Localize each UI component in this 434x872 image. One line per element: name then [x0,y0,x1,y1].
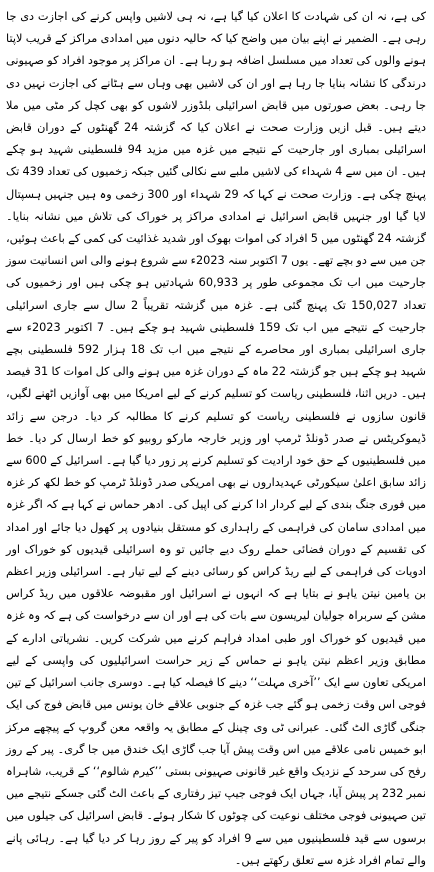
article-body-text: کی ہے، نہ ان کی شہادت کا اعلان کیا گیا ہے، نہ ہی لاشیں واپس کرنے کی اجازت دی جا رہی ہے۔ الضمیر نے اپنے بیان میں واضح کیا کہ حالیہ دنوں میں امدادی مراکز کے قریب لاپتا ہونے والوں کی تعداد میں مسلسل اضافہ ہو رہا ہے۔ ان مراکز پر موجود افراد کو صہیونی درندگی کا نشانہ بنایا جا رہا ہے اور ان کی لاشیں بھی وہاں سے ہٹانے کی اجازت نہیں دی جا رہی۔ بعض صورتوں میں قابض اسرائیلی بلڈوزر لاشوں کو بھی کچل کر مٹی میں ملا دیتے ہیں۔ قبل ازیں وزارت صحت نے اعلان کیا کہ گزشتہ 24 گھنٹوں کے دوران قابض اسرائیلی بمباری اور جارحیت کے نتیجے میں غزہ میں مزید 94 فلسطینی شہید ہو چکے ہیں۔ ان میں سے 4 شہداء کی لاشیں ملبے سے نکالی گئیں جبکہ زخمیوں کی تعداد 439 تک پہنچ چکی ہے۔ وزارت صحت نے کہا کہ 29 شہداء اور 300 زخمی وہ ہیں جنہیں ہسپتال لایا گیا اور جنہیں قابض اسرائیل نے امدادی مراکز پر خوراک کی تلاش میں نشانہ بنایا۔ گزشتہ 24 گھنٹوں میں 5 افراد کی اموات بھوک اور شدید غذائیت کی کمی کے باعث ہوئیں، جن میں سے دو بچے تھے۔ یوں 7 اکتوبر سنہ 2023ء سے شروع ہونے والی اس انسانیت سوز جارحیت میں اب تک مجموعی طور پر 60,933 شہادتیں ہو چکی ہیں اور زخمیوں کی تعداد 150,027 تک پہنچ گئی ہے۔ غزہ میں گزشتہ تقریباً 2 سال سے جاری اسرائیلی جارحیت کے نتیجے میں اب تک 159 فلسطینی شہید ہو چکے ہیں۔ 7 اکتوبر 2023ء سے جاری اسرائیلی بمباری اور محاصرے کے نتیجے میں اب تک 18 ہزار 592 فلسطینی بچے شہید ہو چکے ہیں جو گزشتہ 22 ماہ کے دوران غزہ میں ہونے والی کل اموات کا 31 فیصد ہیں۔ دریں اثنا، فلسطینی ریاست کو تسلیم کرنے کے لیے امریکا میں بھی آوازیں اٹھنے لگیں، قانون سازوں نے فلسطینی ریاست کو تسلیم کرنے کا مطالبہ کر دیا۔ درجن سے زائد ڈیموکریٹس نے صدر ڈونلڈ ٹرمپ اور وزیر خارجہ مارکو روبیو کو خط ارسال کر دیا۔ خط میں فلسطینیوں کے حق خود ارادیت کو تسلیم کرنے پر زور دیا گیا ہے۔ اسرائیل کے 600 سے زائد سابق اعلیٰ سیکورٹی عہدیداروں نے بھی امریکی صدر ڈونلڈ ٹرمپ کو خط لکھ کر غزہ میں فوری جنگ بندی کے لیے کردار ادا کرنے کی اپیل کی۔ ادھر حماس نے کہا ہے کہ اگر غزہ میں امدادی سامان کی فراہمی کے راہداری کو مستقل بنیادوں پر کھول دیا جائے اور امداد کی تقسیم کے دوران فضائی حملے روک دیے جائیں تو وہ اسرائیلی قیدیوں کو خوراک اور ادویات کی فراہمی کے لیے ریڈ کراس کو رسائی دینے کے لیے تیار ہے۔ اسرائیلی وزیر اعظم بن یامین نیتن یاہو نے بتایا ہے کہ انہوں نے اسرائیل اور مقبوضہ علاقوں میں ریڈ کراس مشن کے سربراہ جولیان لیریسون سے بات کی ہے اور ان سے درخواست کی ہے کہ وہ غزہ میں قیدیوں کو خوراک اور طبی امداد فراہم کرنے میں شرکت کریں۔ نشریاتی ادارے کے مطابق وزیر اعظم نیتن یاہو نے حماس کے زیر حراست اسرائیلیوں کی واپسی کے لیے امریکی تعاون سے ایک ’’آخری مہلت‘‘ دینے کا فیصلہ کیا ہے۔ دوسری جانب اسرائیل کے تین فوجی اس وقت زخمی ہو گئے جب غزہ کے جنوبی علاقے خان یونس میں قابض فوج کی ایک جنگی گاڑی الٹ گئی۔ عبرانی ٹی وی چینل کے مطابق یہ واقعہ معن گروپ کے پیچھے مرکز ابو خمیس نامی علاقے میں اس وقت پیش آیا جب گاڑی ایک خندق میں جا گری۔ پیر کے روز رفح کی سرحد کے نزدیک واقع غیر قانونی صہیونی بستی ’’کیرم شالوم‘‘ کے قریب، شاہراہ نمبر 232 پر پیش آیا، جہاں ایک فوجی جیپ تیز رفتاری کے باعث الٹ گئی جسکے نتیجے میں تین صہیونی فوجی مختلف نوعیت کی چوٹوں کا شکار ہوئے۔ قابض اسرائیل کی جیلوں میں برسوں سے قید فلسطینیوں میں سے 9 افراد کو پیر کے روز رہا کر دیا گیا ہے۔ رہائی پانے والے تمام افراد غزہ سے تعلق رکھتے ہیں۔ [6,10,427,867]
